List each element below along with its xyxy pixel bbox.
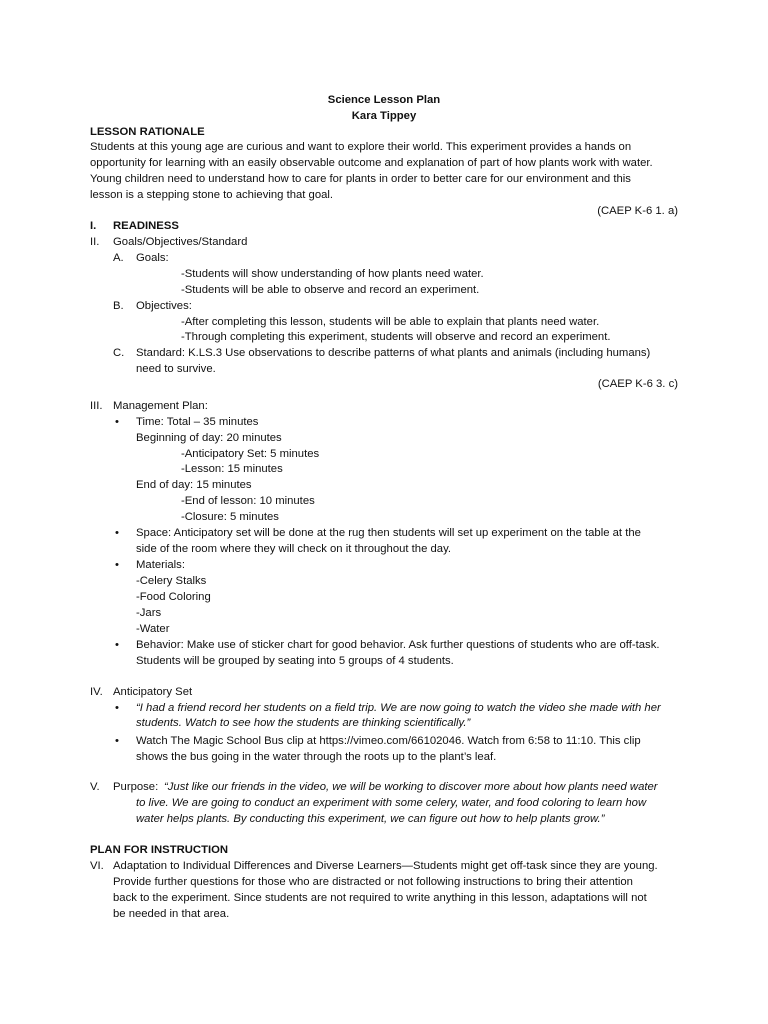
time-line: End of day: 15 minutes — [136, 479, 252, 491]
time-line: Time: Total – 35 minutes — [136, 416, 259, 428]
caep-reference: (CAEP K-6 1. a) — [597, 205, 678, 217]
section-number: IV. — [90, 686, 103, 698]
document-title: Science Lesson Plan — [327, 94, 441, 106]
rationale-line: Students at this young age are curious and want to explore their world. This experiment provides a hands on — [90, 141, 632, 153]
bullet-point: • — [115, 416, 119, 428]
objectives-label: Objectives: — [136, 300, 192, 312]
rationale-line: lesson is a stepping stone to achieving that goal. — [90, 189, 334, 201]
time-line: -Lesson: 15 minutes — [181, 463, 283, 475]
video-line: shows the bus going in the water through the roots up to the plant’s leaf. — [136, 751, 497, 763]
time-line: Beginning of day: 20 minutes — [136, 432, 282, 444]
section-heading-goals: Goals/Objectives/Standard — [113, 236, 248, 248]
purpose-line: water helps plants. By conducting this experiment, we can figure out how to help plants grow.” — [136, 813, 605, 825]
materials-line: -Food Coloring — [136, 591, 211, 603]
rationale-heading: LESSON RATIONALE — [90, 126, 205, 138]
document-author: Kara Tippey — [351, 110, 417, 122]
sub-letter: A. — [113, 252, 124, 264]
sub-letter: C. — [113, 347, 125, 359]
goals-label: Goals: — [136, 252, 169, 264]
standard-line: Standard: K.LS.3 Use observations to describe patterns of what plants and animals (including humans) — [136, 347, 651, 359]
section-number: II. — [90, 236, 100, 248]
quote-line: students. Watch to see how the students are thinking scientifically.” — [136, 717, 471, 729]
purpose-line: “Just like our friends in the video, we will be working to discover more about how plants need water — [164, 781, 658, 793]
purpose-line: to live. We are going to conduct an experiment with some celery, water, and food coloring to learn how — [136, 797, 647, 809]
space-line: side of the room where they will check on it throughout the day. — [136, 543, 452, 555]
section-number: VI. — [90, 860, 104, 872]
caep-reference: (CAEP K-6 3. c) — [597, 378, 678, 390]
plan-line: Adaptation to Individual Differences and Diverse Learners—Students might get off-task since they are young. — [113, 860, 658, 872]
materials-line: -Celery Stalks — [136, 575, 207, 587]
section-heading-management: Management Plan: — [113, 400, 208, 412]
section-number: III. — [90, 400, 103, 412]
purpose-label: Purpose: — [113, 781, 159, 793]
rationale-line: Young children need to understand how to care for plants in order to better care for our environment and this — [90, 173, 631, 185]
video-line: Watch The Magic School Bus clip at https://vimeo.com/66102046. Watch from 6:58 to 11:10. This clip — [136, 735, 641, 747]
section-number: I. — [90, 220, 97, 232]
time-line: -End of lesson: 10 minutes — [181, 495, 315, 507]
bullet-point: • — [115, 527, 119, 539]
bullet-point: • — [115, 735, 119, 747]
behavior-line: Students will be grouped by seating into 5 groups of 4 students. — [136, 655, 454, 667]
materials-line: -Jars — [136, 607, 162, 619]
goal-item: -Students will be able to observe and record an experiment. — [181, 284, 480, 296]
rationale-line: opportunity for learning with an easily observable outcome and explanation of part of how plants work with water. — [90, 157, 653, 169]
objective-item: -After completing this lesson, students will be able to explain that plants need water. — [181, 316, 600, 328]
sub-letter: B. — [113, 300, 124, 312]
section-heading-anticipatory: Anticipatory Set — [113, 686, 193, 698]
time-line: -Closure: 5 minutes — [181, 511, 279, 523]
plan-heading: PLAN FOR INSTRUCTION — [90, 844, 229, 856]
behavior-line: Behavior: Make use of sticker chart for good behavior. Ask further questions of students who are off-task. — [136, 639, 660, 651]
bullet-point: • — [115, 702, 119, 714]
materials-line: Materials: — [136, 559, 185, 571]
plan-line: be needed in that area. — [113, 908, 230, 920]
bullet-point: • — [115, 559, 119, 571]
bullet-point: • — [115, 639, 119, 651]
section-heading-readiness: READINESS — [113, 220, 179, 232]
standard-line: need to survive. — [136, 363, 216, 375]
objective-item: -Through completing this experiment, students will observe and record an experiment. — [181, 331, 611, 343]
goal-item: -Students will show understanding of how plants need water. — [181, 268, 484, 280]
time-line: -Anticipatory Set: 5 minutes — [181, 448, 320, 460]
space-line: Space: Anticipatory set will be done at the rug then students will set up experiment on the table at the — [136, 527, 641, 539]
quote-line: “I had a friend record her students on a field trip. We are now going to watch the video she made with her — [136, 702, 661, 714]
plan-line: back to the experiment. Since students are not required to write anything in this lesson, adaptations will not — [113, 892, 647, 904]
section-number: V. — [90, 781, 100, 793]
materials-line: -Water — [136, 623, 170, 635]
plan-line: Provide further questions for those who are distracted or not following instructions to bring their attention — [113, 876, 633, 888]
